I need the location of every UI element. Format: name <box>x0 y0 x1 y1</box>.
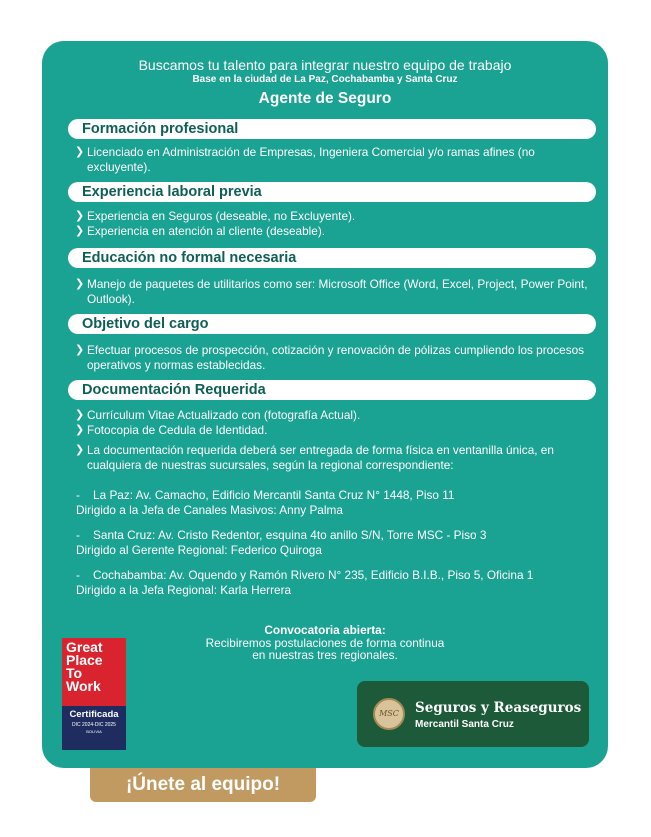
section-title-objetivo: Objetivo del cargo <box>68 314 596 334</box>
list-item: ❯ Licenciado en Administración de Empresas, Ingeniera Comercial y/o ramas afines (no excluyente). <box>75 145 535 174</box>
list-item: ❯ Fotocopia de Cedula de Identidad. <box>75 423 268 437</box>
chevron-right-icon: ❯ <box>75 210 85 222</box>
list-item: ❯ Experiencia en Seguros (deseable, no Excluyente). <box>75 209 356 223</box>
open-call-title: Convocatoria abierta: <box>264 623 386 637</box>
section-body-formacion <box>75 145 595 175</box>
section-body-experiencia <box>75 209 595 239</box>
section-body-educacion <box>75 277 595 307</box>
section-title-experiencia: Experiencia laboral previa <box>68 182 596 202</box>
list-item: ❯ Currículum Vitae Actualizado con (fotografía Actual). <box>75 408 361 422</box>
company-name: Seguros y Reaseguros <box>415 700 582 716</box>
section-body-documentacion <box>75 408 595 473</box>
base-cities-text: Base en la ciudad de La Paz, Cochabamba y Santa Cruz <box>192 74 458 85</box>
job-posting-card <box>42 41 608 768</box>
position-title: Agente de Seguro <box>258 90 392 107</box>
list-item: ❯ La documentación requerida deberá ser entregada de forma física en ventanilla única, en cualquiera de nuestras sucursales, según la regional correspondiente: <box>75 443 554 472</box>
intro-text: Buscamos tu talento para integrar nuestro equipo de trabajo <box>138 57 512 73</box>
open-call-block <box>42 624 608 662</box>
addresses-block <box>75 488 605 598</box>
address-la-paz: - La Paz: Av. Camacho, Edificio Mercantil Santa Cruz N° 1448, Piso 11 Dirigido a la Jefa de Canales Masivos: Anny Palma <box>76 488 455 517</box>
join-team-banner: ¡Únete al equipo! <box>90 768 316 802</box>
section-body-objetivo <box>75 343 595 373</box>
certification-label: Certificada DIC 2024-DIC 2025 BOLIVIA <box>62 706 126 750</box>
company-seal-icon: MSC <box>373 698 405 730</box>
chevron-right-icon: ❯ <box>75 225 85 237</box>
list-item: ❯ Efectuar procesos de prospección, cotización y renovación de pólizas cumpliendo los procesos operativos y normas establecidas. <box>75 343 585 372</box>
chevron-right-icon: ❯ <box>75 344 85 356</box>
open-call-line2: en nuestras tres regionales. <box>252 648 398 662</box>
company-logo <box>357 681 589 747</box>
open-call-line1: Recibiremos postulaciones de forma continua <box>205 635 445 650</box>
chevron-right-icon: ❯ <box>75 278 85 290</box>
list-item: ❯ Manejo de paquetes de utilitarios como ser: Microsoft Office (Word, Excel, Project, Power Point, Outlook). <box>75 277 588 306</box>
address-cochabamba: - Cochabamba: Av. Oquendo y Ramón Rivero N° 235, Edificio B.I.B., Piso 5, Oficina 1 Dirigido a la Jefa Regional: Karla Herrera <box>76 568 534 597</box>
great-place-to-work-badge: Great Place To Work Certificada DIC 2024-DIC 2025 BOLIVIA <box>62 638 126 750</box>
section-title-documentacion: Documentación Requerida <box>68 380 596 400</box>
section-title-formacion: Formación profesional <box>68 119 596 139</box>
company-subname: Mercantil Santa Cruz <box>415 719 514 730</box>
address-santa-cruz: - Santa Cruz: Av. Cristo Redentor, esquina 4to anillo S/N, Torre MSC - Piso 3 Dirigido al Gerente Regional: Federico Quiroga <box>76 528 487 557</box>
chevron-right-icon: ❯ <box>75 146 85 158</box>
chevron-right-icon: ❯ <box>75 444 85 456</box>
chevron-right-icon: ❯ <box>75 409 85 421</box>
section-title-educacion: Educación no formal necesaria <box>68 248 596 268</box>
list-item: ❯ Experiencia en atención al cliente (deseable). <box>75 224 326 238</box>
chevron-right-icon: ❯ <box>75 424 85 436</box>
